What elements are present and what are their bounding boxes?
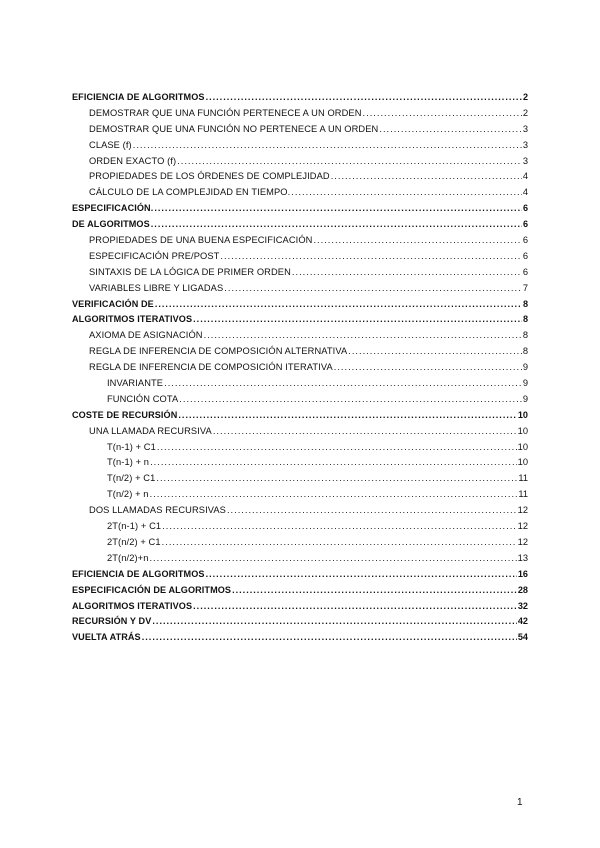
toc-entry-label: 2T(n/2) + C1: [107, 536, 161, 547]
toc-entry-page: 28: [517, 584, 528, 595]
dot-leader: [151, 217, 522, 233]
dot-leader: [227, 503, 517, 519]
dot-leader: [220, 249, 521, 265]
dot-leader: [213, 424, 517, 440]
toc-entry[interactable]: [72, 154, 528, 170]
page-number: 1: [517, 797, 523, 808]
toc-entry-label: RECURSIÓN Y DV: [72, 616, 152, 627]
toc-entry-page: 9: [522, 378, 528, 389]
dot-leader: [292, 265, 522, 281]
toc-entry-label: T(n-1) + C1: [107, 441, 156, 452]
dot-leader: [149, 551, 516, 567]
toc-entry-page: 10: [517, 409, 528, 420]
toc-entry[interactable]: [72, 265, 528, 281]
toc-entry[interactable]: [72, 487, 528, 503]
toc-entry-label: UNA LLAMADA RECURSIVA: [89, 425, 212, 436]
toc-entry-label: ORDEN EXACTO (f): [89, 155, 177, 166]
toc-entry-label: T(n-1) + n: [107, 457, 150, 468]
toc-entry[interactable]: [72, 424, 528, 440]
toc-entry-label: ALGORITMOS ITERATIVOS: [72, 600, 193, 611]
toc-entry-page: 54: [517, 632, 528, 643]
toc-entry[interactable]: [72, 106, 528, 122]
toc-entry-page: 12: [517, 536, 528, 547]
dot-leader: [206, 90, 522, 106]
toc-entry[interactable]: [72, 392, 528, 408]
toc-entry-label: T(n/2) + n: [107, 489, 149, 500]
toc-entry-label: EFICIENCIA DE ALGORITMOS: [72, 92, 205, 102]
dot-leader: [331, 169, 522, 185]
toc-entry-label: INVARIANTE: [107, 378, 164, 389]
dot-leader: [155, 297, 522, 313]
toc-entry-page: 10: [517, 457, 528, 468]
toc-entry-page: 6: [522, 219, 528, 230]
dot-leader: [179, 392, 522, 408]
dot-leader: [152, 614, 516, 630]
dot-leader: [133, 138, 522, 154]
toc-entry-label: DEMOSTRAR QUE UNA FUNCIÓN NO PERTENECE A UN ORDEN: [89, 123, 379, 134]
dot-leader: [363, 106, 522, 122]
toc-entry-page: 10: [517, 425, 528, 436]
toc-entry[interactable]: [72, 138, 528, 154]
toc-entry-label: DOS LLAMADAS RECURSIVAS: [89, 505, 226, 516]
toc-entry[interactable]: [72, 122, 528, 138]
toc-entry-label: COSTE DE RECURSIÓN: [72, 409, 178, 420]
dot-leader: [379, 122, 521, 138]
toc-entry[interactable]: [72, 312, 528, 328]
dot-leader: [204, 328, 522, 344]
toc-entry-label: 2T(n/2)+n: [107, 552, 149, 563]
dot-leader: [156, 471, 517, 487]
toc-entry-page: 2: [522, 92, 528, 102]
toc-entry-label: DE ALGORITMOS: [72, 219, 150, 230]
toc-entry[interactable]: [72, 360, 528, 376]
toc-entry-label: DEMOSTRAR QUE UNA FUNCIÓN PERTENECE A UN ORDEN: [89, 107, 362, 118]
toc-entry-label: EFICIENCIA DE ALGORITMOS: [72, 568, 205, 579]
dot-leader: [142, 630, 517, 646]
dot-leader: [162, 519, 516, 535]
toc-entry-page: 3: [522, 123, 528, 134]
dot-leader: [150, 487, 518, 503]
toc-entry-label: VERIFICACIÓN DE: [72, 298, 154, 309]
toc-entry[interactable]: [72, 599, 528, 615]
dot-leader: [348, 344, 522, 360]
toc-entry[interactable]: [72, 217, 528, 233]
toc-entry-page: 8: [522, 314, 528, 325]
toc-entry-page: 32: [517, 600, 528, 611]
toc-entry-label: REGLA DE INFERENCIA DE COMPOSICIÓN ALTERNATIVA: [89, 346, 348, 357]
toc-entry[interactable]: [72, 249, 528, 265]
dot-leader: [154, 201, 522, 217]
toc-entry-page: 42: [517, 616, 528, 627]
toc-entry[interactable]: [72, 233, 528, 249]
toc-entry-page: 11: [518, 489, 528, 500]
toc-entry[interactable]: [72, 535, 528, 551]
dot-leader: [313, 233, 521, 249]
toc-entry[interactable]: [72, 614, 528, 630]
toc-entry-label: CÁLCULO DE LA COMPLEJIDAD EN TIEMPO.: [89, 187, 291, 198]
table-of-contents: [72, 90, 528, 646]
toc-entry[interactable]: [72, 455, 528, 471]
toc-entry[interactable]: [72, 583, 528, 599]
toc-entry[interactable]: [72, 551, 528, 567]
toc-entry-label: VUELTA ATRÁS: [72, 632, 141, 643]
toc-entry-page: 4: [522, 171, 528, 182]
toc-entry-page: 10: [517, 441, 528, 452]
toc-entry[interactable]: [72, 281, 528, 297]
toc-entry-label: VARIABLES LIBRE Y LIGADAS: [89, 282, 224, 293]
toc-entry[interactable]: [72, 376, 528, 392]
dot-leader: [150, 455, 517, 471]
toc-entry[interactable]: [72, 90, 528, 106]
toc-entry[interactable]: [72, 440, 528, 456]
toc-entry-page: 3: [522, 155, 528, 166]
dot-leader: [162, 535, 517, 551]
toc-entry-page: 6: [522, 235, 528, 246]
toc-entry[interactable]: [72, 630, 528, 646]
toc-entry-page: 9: [522, 393, 528, 404]
toc-entry-page: 16: [517, 568, 528, 579]
toc-entry-page: 12: [517, 505, 528, 516]
toc-entry-page: 13: [517, 552, 528, 563]
toc-entry-page: 7: [522, 282, 528, 293]
toc-entry-page: 11: [518, 473, 528, 484]
toc-entry-label: AXIOMA DE ASIGNACIÓN: [89, 330, 203, 341]
toc-entry[interactable]: [72, 169, 528, 185]
toc-entry-label: T(n/2) + C1: [107, 473, 156, 484]
toc-entry-page: 8: [522, 298, 528, 309]
dot-leader: [224, 281, 522, 297]
toc-entry-label: ESPECIFICACIÓN DE ALGORITMOS: [72, 584, 232, 595]
toc-entry-label: ESPECIFICACIÓN PRE/POST: [89, 250, 220, 261]
toc-entry[interactable]: [72, 408, 528, 424]
dot-leader: [178, 408, 516, 424]
dot-leader: [157, 440, 517, 456]
toc-entry[interactable]: [72, 185, 528, 201]
toc-entry[interactable]: [72, 328, 528, 344]
toc-entry-page: 8: [522, 346, 528, 357]
toc-entry-page: 6: [522, 266, 528, 277]
toc-entry-label: ESPECIFICACIÓN.: [72, 203, 154, 214]
toc-entry-page: 12: [517, 521, 528, 532]
toc-entry[interactable]: [72, 344, 528, 360]
toc-entry-page: 8: [522, 330, 528, 341]
toc-entry-page: 3: [522, 139, 528, 150]
toc-entry-page: 2: [522, 107, 528, 118]
dot-leader: [334, 360, 522, 376]
dot-leader: [206, 567, 517, 583]
toc-entry-label: REGLA DE INFERENCIA DE COMPOSICIÓN ITERATIVA: [89, 362, 333, 373]
toc-entry[interactable]: [72, 519, 528, 535]
toc-entry-label: PROPIEDADES DE UNA BUENA ESPECIFICACIÓN: [89, 235, 313, 246]
toc-entry[interactable]: [72, 471, 528, 487]
dot-leader: [193, 312, 522, 328]
toc-entry-label: 2T(n-1) + C1: [107, 521, 162, 532]
toc-entry-label: FUNCIÓN COTA: [107, 393, 179, 404]
toc-entry-page: 9: [522, 362, 528, 373]
toc-entry[interactable]: [72, 297, 528, 313]
dot-leader: [177, 154, 522, 170]
toc-entry[interactable]: [72, 567, 528, 583]
toc-entry-label: CLASE (f): [89, 139, 132, 150]
toc-entry-label: ALGORITMOS ITERATIVOS: [72, 314, 193, 325]
toc-entry[interactable]: [72, 503, 528, 519]
dot-leader: [291, 185, 522, 201]
toc-entry-label: SINTAXIS DE LA LÓGICA DE PRIMER ORDEN: [89, 266, 291, 277]
toc-entry[interactable]: [72, 201, 528, 217]
toc-entry-page: 6: [522, 203, 528, 214]
dot-leader: [232, 583, 517, 599]
toc-entry-label: PROPIEDADES DE LOS ÓRDENES DE COMPLEJIDAD: [89, 171, 330, 182]
dot-leader: [164, 376, 522, 392]
toc-entry-page: 4: [522, 187, 528, 198]
toc-entry-page: 6: [522, 250, 528, 261]
dot-leader: [193, 599, 517, 615]
